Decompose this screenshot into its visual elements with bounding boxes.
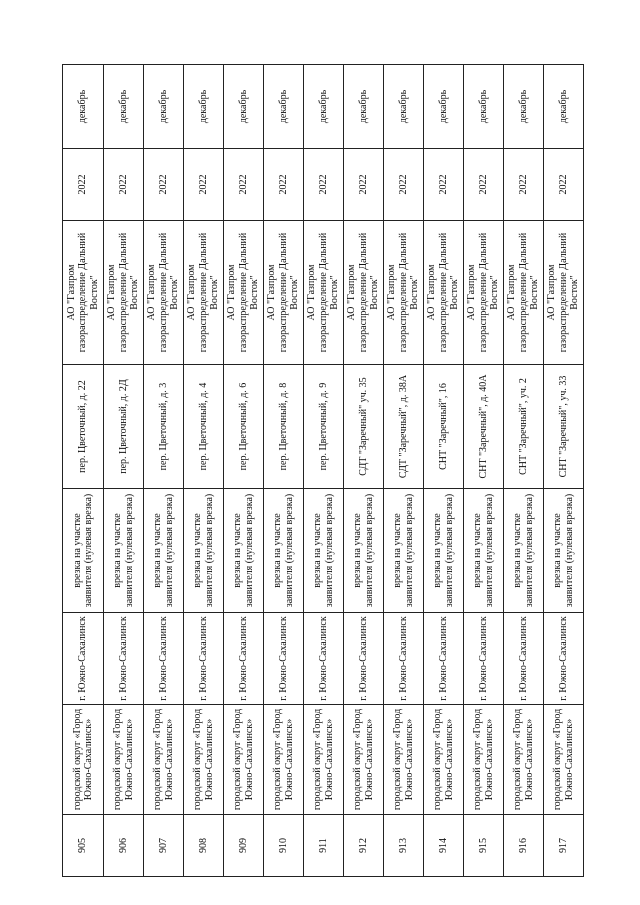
year-cell: 2022	[344, 149, 384, 221]
work-type-cell: врезка на участке заявителя (нулевая врезка)	[224, 489, 264, 613]
year-cell: 2022	[224, 149, 264, 221]
year-cell: 2022	[464, 149, 504, 221]
row-number-cell: 905	[63, 815, 104, 877]
work-type-cell: врезка на участке заявителя (нулевая врезка)	[424, 489, 464, 613]
executor-org-cell: АО "Газпром газораспределение Дальний Восток"	[264, 221, 304, 365]
executor-org-cell: АО "Газпром газораспределение Дальний Восток"	[144, 221, 184, 365]
executor-org-cell: АО "Газпром газораспределение Дальний Восток"	[544, 221, 584, 365]
month-cell: декабрь	[424, 65, 464, 149]
year-cell: 2022	[144, 149, 184, 221]
work-type-cell: врезка на участке заявителя (нулевая врезка)	[104, 489, 144, 613]
row-number-cell: 910	[264, 815, 304, 877]
row-number-cell: 911	[304, 815, 344, 877]
object-address-cell: пер. Цветочный, д. 8	[264, 365, 304, 489]
year-cell: 2022	[184, 149, 224, 221]
month-cell: декабрь	[184, 65, 224, 149]
executor-org-cell: АО "Газпром газораспределение Дальний Восток"	[384, 221, 424, 365]
municipal-district-cell: городской округ «Город Южно-Сахалинск»	[104, 705, 144, 815]
table-row	[304, 65, 344, 877]
month-cell: декабрь	[304, 65, 344, 149]
work-type-cell: врезка на участке заявителя (нулевая врезка)	[464, 489, 504, 613]
municipal-district-cell: городской округ «Город Южно-Сахалинск»	[384, 705, 424, 815]
object-address-cell: СДТ "Заречный" уч. 35	[344, 365, 384, 489]
year-cell: 2022	[384, 149, 424, 221]
executor-org-cell: АО "Газпром газораспределение Дальний Восток"	[304, 221, 344, 365]
month-cell: декабрь	[384, 65, 424, 149]
month-cell: декабрь	[344, 65, 384, 149]
executor-org-cell: АО "Газпром газораспределение Дальний Восток"	[424, 221, 464, 365]
row-number-cell: 913	[384, 815, 424, 877]
row-number-cell: 914	[424, 815, 464, 877]
settlement-cell: г. Южно-Сахалинск	[144, 613, 184, 705]
table-row	[464, 65, 504, 877]
month-cell: декабрь	[63, 65, 104, 149]
work-type-cell: врезка на участке заявителя (нулевая врезка)	[264, 489, 304, 613]
month-cell: декабрь	[464, 65, 504, 149]
municipal-district-cell: городской округ «Город Южно-Сахалинск»	[63, 705, 104, 815]
table-row	[184, 65, 224, 877]
table-row	[224, 65, 264, 877]
settlement-cell: г. Южно-Сахалинск	[224, 613, 264, 705]
object-address-cell: пер. Цветочный, д. 2Д	[104, 365, 144, 489]
year-cell: 2022	[63, 149, 104, 221]
work-type-cell: врезка на участке заявителя (нулевая врезка)	[144, 489, 184, 613]
table-row	[344, 65, 384, 877]
table-body	[63, 65, 584, 877]
table-row	[424, 65, 464, 877]
rotated-table-container	[62, 65, 583, 877]
table-row	[544, 65, 584, 877]
municipal-district-cell: городской округ «Город Южно-Сахалинск»	[264, 705, 304, 815]
month-cell: декабрь	[104, 65, 144, 149]
row-number-cell: 917	[544, 815, 584, 877]
year-cell: 2022	[504, 149, 544, 221]
month-cell: декабрь	[504, 65, 544, 149]
settlement-cell: г. Южно-Сахалинск	[184, 613, 224, 705]
month-cell: декабрь	[544, 65, 584, 149]
table-row	[144, 65, 184, 877]
work-type-cell: врезка на участке заявителя (нулевая врезка)	[344, 489, 384, 613]
settlement-cell: г. Южно-Сахалинск	[424, 613, 464, 705]
settlement-cell: г. Южно-Сахалинск	[544, 613, 584, 705]
row-number-cell: 907	[144, 815, 184, 877]
table-row	[104, 65, 144, 877]
object-address-cell: СНТ "Заречный", д. 40А	[464, 365, 504, 489]
row-number-cell: 916	[504, 815, 544, 877]
settlement-cell: г. Южно-Сахалинск	[464, 613, 504, 705]
settlement-cell: г. Южно-Сахалинск	[104, 613, 144, 705]
executor-org-cell: АО "Газпром газораспределение Дальний Восток"	[63, 221, 104, 365]
municipal-district-cell: городской округ «Город Южно-Сахалинск»	[344, 705, 384, 815]
row-number-cell: 915	[464, 815, 504, 877]
work-type-cell: врезка на участке заявителя (нулевая врезка)	[63, 489, 104, 613]
work-type-cell: врезка на участке заявителя (нулевая врезка)	[304, 489, 344, 613]
gasification-schedule-table	[62, 64, 584, 877]
month-cell: декабрь	[224, 65, 264, 149]
object-address-cell: пер. Цветочный, д. 4	[184, 365, 224, 489]
executor-org-cell: АО "Газпром газораспределение Дальний Восток"	[464, 221, 504, 365]
work-type-cell: врезка на участке заявителя (нулевая врезка)	[184, 489, 224, 613]
object-address-cell: пер. Цветочный, д. 22	[63, 365, 104, 489]
month-cell: декабрь	[144, 65, 184, 149]
year-cell: 2022	[104, 149, 144, 221]
year-cell: 2022	[264, 149, 304, 221]
year-cell: 2022	[544, 149, 584, 221]
row-number-cell: 909	[224, 815, 264, 877]
object-address-cell: СНТ "Заречный", 16	[424, 365, 464, 489]
object-address-cell: СНТ "Заречный", уч. 2	[504, 365, 544, 489]
work-type-cell: врезка на участке заявителя (нулевая врезка)	[384, 489, 424, 613]
executor-org-cell: АО "Газпром газораспределение Дальний Восток"	[344, 221, 384, 365]
row-number-cell: 906	[104, 815, 144, 877]
executor-org-cell: АО "Газпром газораспределение Дальний Восток"	[184, 221, 224, 365]
municipal-district-cell: городской округ «Город Южно-Сахалинск»	[224, 705, 264, 815]
executor-org-cell: АО "Газпром газораспределение Дальний Восток"	[504, 221, 544, 365]
year-cell: 2022	[424, 149, 464, 221]
object-address-cell: пер. Цветочный, д. 6	[224, 365, 264, 489]
row-number-cell: 912	[344, 815, 384, 877]
executor-org-cell: АО "Газпром газораспределение Дальний Восток"	[224, 221, 264, 365]
work-type-cell: врезка на участке заявителя (нулевая врезка)	[504, 489, 544, 613]
settlement-cell: г. Южно-Сахалинск	[304, 613, 344, 705]
settlement-cell: г. Южно-Сахалинск	[264, 613, 304, 705]
municipal-district-cell: городской округ «Город Южно-Сахалинск»	[184, 705, 224, 815]
municipal-district-cell: городской округ «Город Южно-Сахалинск»	[464, 705, 504, 815]
table-row	[504, 65, 544, 877]
settlement-cell: г. Южно-Сахалинск	[344, 613, 384, 705]
table-row	[384, 65, 424, 877]
municipal-district-cell: городской округ «Город Южно-Сахалинск»	[544, 705, 584, 815]
table-row	[63, 65, 104, 877]
row-number-cell: 908	[184, 815, 224, 877]
settlement-cell: г. Южно-Сахалинск	[63, 613, 104, 705]
table-row	[264, 65, 304, 877]
settlement-cell: г. Южно-Сахалинск	[384, 613, 424, 705]
object-address-cell: пер. Цветочный, д. 9	[304, 365, 344, 489]
object-address-cell: СДТ "Заречный", д. 38А	[384, 365, 424, 489]
municipal-district-cell: городской округ «Город Южно-Сахалинск»	[504, 705, 544, 815]
work-type-cell: врезка на участке заявителя (нулевая врезка)	[544, 489, 584, 613]
object-address-cell: пер. Цветочный, д. 3	[144, 365, 184, 489]
year-cell: 2022	[304, 149, 344, 221]
settlement-cell: г. Южно-Сахалинск	[504, 613, 544, 705]
municipal-district-cell: городской округ «Город Южно-Сахалинск»	[304, 705, 344, 815]
municipal-district-cell: городской округ «Город Южно-Сахалинск»	[424, 705, 464, 815]
month-cell: декабрь	[264, 65, 304, 149]
municipal-district-cell: городской округ «Город Южно-Сахалинск»	[144, 705, 184, 815]
object-address-cell: СНТ "Заречный", уч. 33	[544, 365, 584, 489]
executor-org-cell: АО "Газпром газораспределение Дальний Восток"	[104, 221, 144, 365]
